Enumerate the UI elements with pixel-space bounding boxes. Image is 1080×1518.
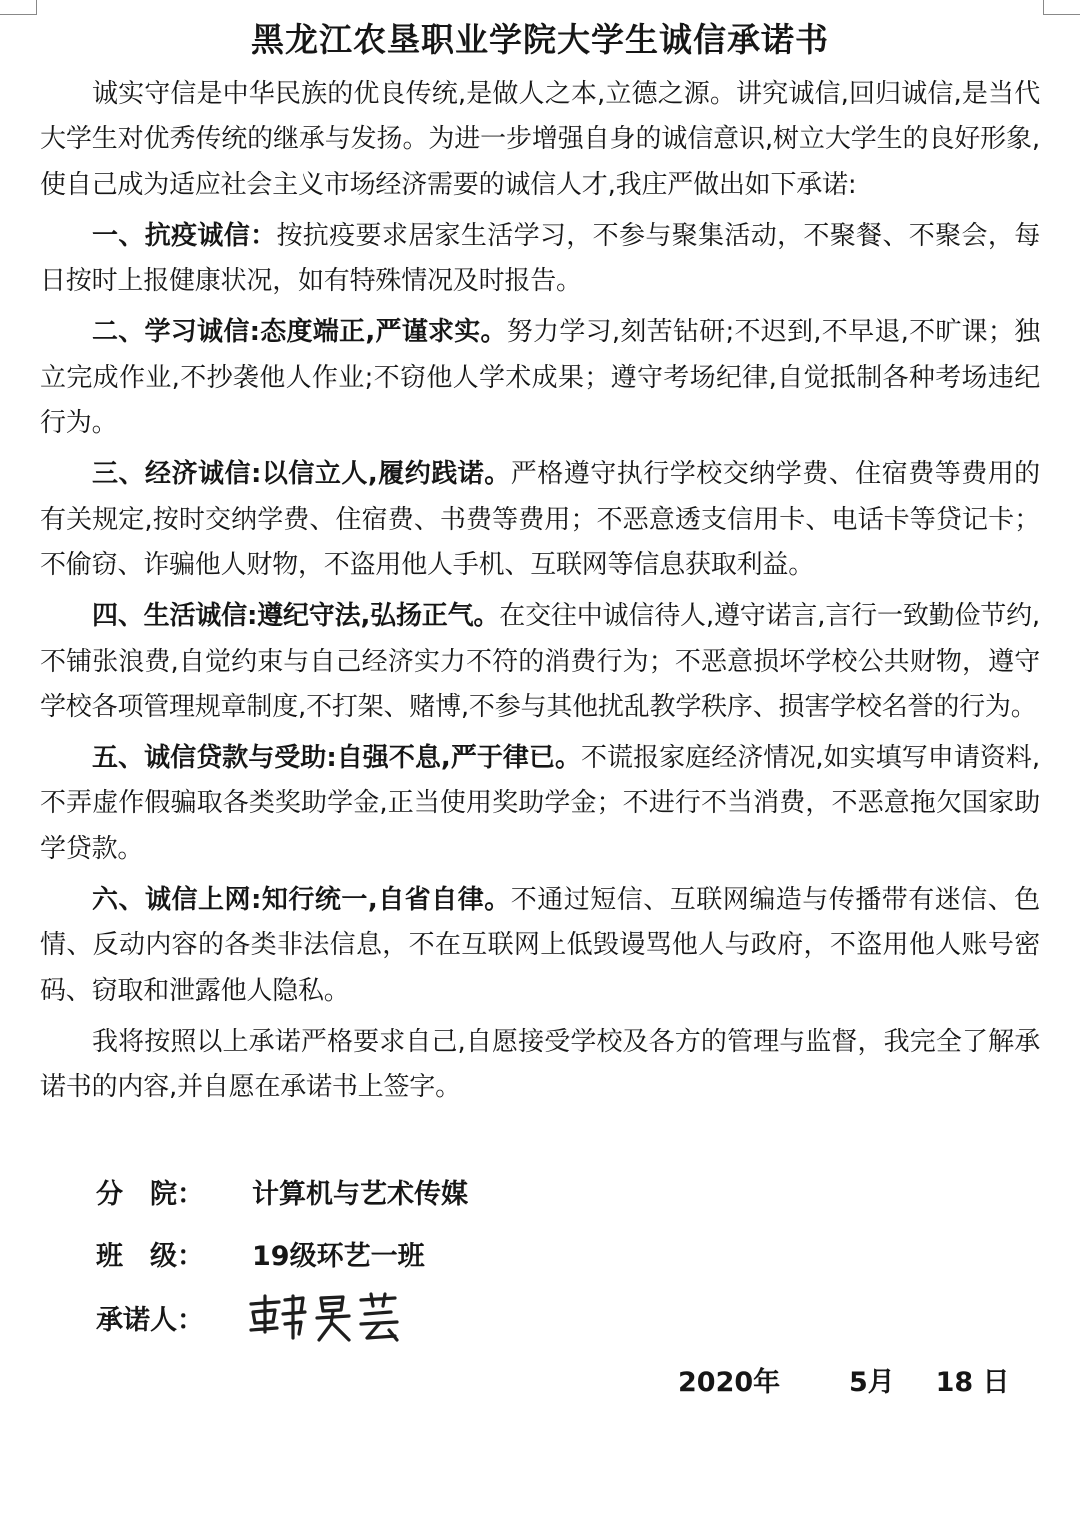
- pledge-item-text: 按抗疫要求居家生活学习，不参与聚集活动，不聚餐、不聚会，每日按时上报健康状况，如有特殊情况及时报告。: [40, 220, 1041, 297]
- pledge-item-heading: 二、学习诚信:态度端正,严谨求实。: [92, 317, 507, 348]
- pledge-item-text: 不通过短信、互联网编造与传播带有迷信、色情、反动内容的各类非法信息，不在互联网上低毁谩骂他人与政府，不盗用他人账号密码、窃取和泄露他人隐私。: [40, 885, 1040, 1006]
- class-label: 班 级：: [96, 1241, 204, 1272]
- document-body: [40, 72, 1040, 1111]
- pledge-item: [40, 214, 1040, 305]
- college-label: 分 院：: [96, 1179, 204, 1210]
- pledge-item: [40, 310, 1040, 446]
- pledge-item-text: 不谎报家庭经济情况,如实填写申请资料,不弄虚作假骗取各类奖助学金,正当使用奖助学金；不进行不当消费，不恶意拖欠国家助学贷款。: [40, 743, 1041, 864]
- pledge-item: [40, 878, 1040, 1014]
- page-corner-mark: [0, 0, 37, 15]
- document-title: 黑龙江农垦职业学院大学生诚信承诺书: [251, 20, 829, 59]
- intro-paragraph: 诚实守信是中华民族的优良传统,是做人之本,立德之源。讲究诚信,回归诚信,是当代大学生对优秀传统的继承与发扬。为进一步增强自身的诚信意识,树立大学生的良好形象,使自己成为适应社会主义市场经济需要的诚信人才,我庄严做出如下承诺:: [40, 79, 1040, 200]
- handwritten-signature: [245, 1292, 405, 1348]
- pledge-item: [40, 736, 1040, 872]
- signer-field: [96, 1298, 252, 1337]
- pledge-item: [40, 452, 1040, 588]
- pledge-item-heading: 四、生活诚信:遵纪守法,弘扬正气。: [92, 601, 500, 632]
- pledge-item-heading: 六、诚信上网:知行统一,自省自律。: [92, 885, 511, 916]
- class-field: [96, 1234, 425, 1273]
- college-field: [96, 1172, 468, 1211]
- pledge-item-heading: 三、经济诚信:以信立人,履约践诺。: [92, 459, 511, 490]
- page-corner-mark: [1043, 0, 1080, 15]
- pledge-item-text: 努力学习,刻苦钻研;不迟到,不早退,不旷课；独立完成作业,不抄袭他人作业;不窃他人学术成果；遵守考场纪律,自觉抵制各种考场违纪行为。: [40, 317, 1040, 439]
- date-month: 5月: [848, 1367, 895, 1398]
- pledge-item-text: 严格遵守执行学校交纳学费、住宿费等费用的有关规定,按时交纳学费、住宿费、书费等费用；不恶意透支信用卡、电话卡等贷记卡；不偷窃、诈骗他人财物，不盗用他人手机、互联网等信息获取利益。: [40, 459, 1040, 580]
- pledge-item: [40, 594, 1040, 730]
- class-value: 19级环艺一班: [252, 1241, 425, 1272]
- signing-date: [678, 1360, 1010, 1399]
- pledge-item-text: 在交往中诚信待人,遵守诺言,言行一致勤俭节约,不铺张浪费,自觉约束与自己经济实力不符的消费行为；不恶意损坏学校公共财物，遵守学校各项管理规章制度,不打架、赌博,不参与其他扰乱教学秩序、损害学校名誉的行为。: [40, 601, 1040, 722]
- college-value: 计算机与艺术传媒: [252, 1179, 468, 1210]
- date-day: 18 日: [935, 1367, 1010, 1398]
- pledge-item-heading: 五、诚信贷款与受助:自强不息,严于律已。: [92, 743, 582, 774]
- pledge-item-heading: 一、抗疫诚信：: [92, 220, 277, 251]
- date-year: 2020年: [678, 1367, 781, 1398]
- closing-paragraph: 我将按照以上承诺严格要求自己,自愿接受学校及各方的管理与监督，我完全了解承诺书的内容,并自愿在承诺书上签字。: [40, 1026, 1040, 1103]
- signer-label: 承诺人：: [96, 1305, 204, 1336]
